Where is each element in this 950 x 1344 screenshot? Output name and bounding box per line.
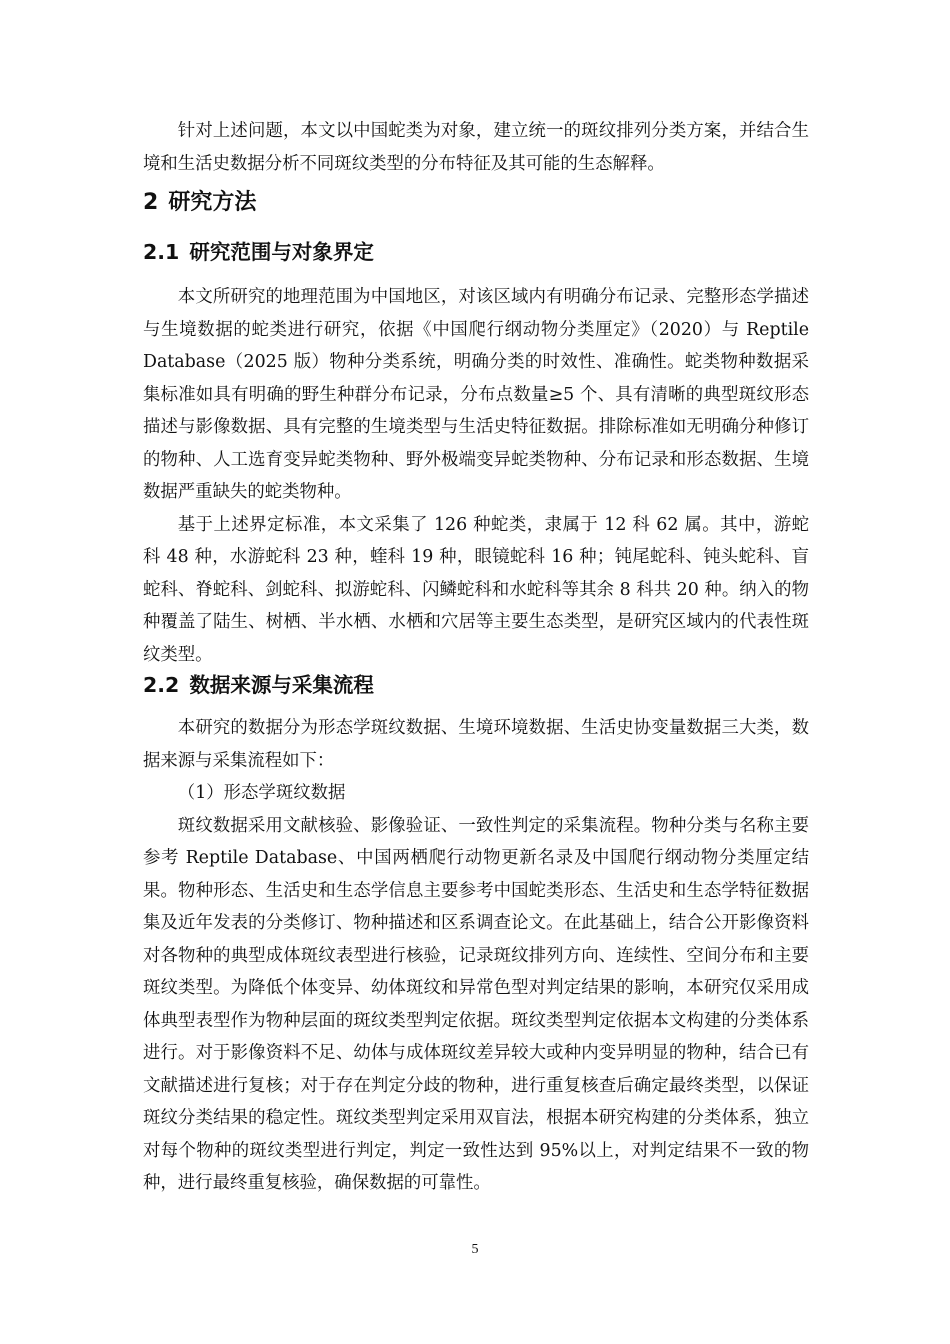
intro-block [143,115,809,180]
subsection-title: 数据来源与采集流程 [189,673,374,697]
subsection-number: 2.1 [143,240,180,264]
body-paragraph: 基于上述界定标准，本文采集了 126 种蛇类，隶属于 12 科 62 属。其中，游蛇科 48 种，水游蛇科 23 种，蝰科 19 种，眼镜蛇科 16 种；钝尾蛇科、钝头蛇科、盲蛇科、脊蛇科、剑蛇科、拟游蛇科、闪鳞蛇科和水蛇科等其余 8 科共 20 种。纳入的物种覆盖了陆生、树栖、半水栖、水栖和穴居等主要生态类型，是研究区域内的代表性斑纹类型。 [143,514,809,665]
page-number: 5 [471,1242,479,1257]
subsection-number: 2.2 [143,673,180,697]
body-paragraph: 本文所研究的地理范围为中国地区，对该区域内有明确分布记录、完整形态学描述与生境数据的蛇类进行研究，依据《中国爬行纲动物分类厘定》（2020）与 Reptile Database（2025 版）物种分类系统，明确分类的时效性、准确性。蛇类物种数据采集标准如具有明确的野生种群分布记录，分布点数量≥5 个、具有清晰的典型斑纹形态描述与影像数据、具有完整的生境类型与生活史特征数据。排除标准如无明确分种修订的物种、人工选育变异蛇类物种、野外极端变异蛇类物种、分布记录和形态数据、生境数据严重缺失的蛇类物种。 [143,287,809,502]
section-2-1-heading [143,237,809,267]
body-paragraph: 斑纹数据采用文献核验、影像验证、一致性判定的采集流程。物种分类与名称主要参考 Reptile Database、中国两栖爬行动物更新名录及中国爬行纲动物分类厘定结果。物种形态、生活史和生态学信息主要参考中国蛇类形态、生活史和生态学特征数据集及近年发表的分类修订、物种描述和区系调查论文。在此基础上，结合公开影像资料对各物种的典型成体斑纹表型进行核验，记录斑纹排列方向、连续性、空间分布和主要斑纹类型。为降低个体变异、幼体斑纹和异常色型对判定结果的影响，本研究仅采用成体典型表型作为物种层面的斑纹类型判定依据。斑纹类型判定依据本文构建的分类体系进行。对于影像资料不足、幼体与成体斑纹差异较大或种内变异明显的物种，结合已有文献描述进行复核；对于存在判定分歧的物种，进行重复核查后确定最终类型，以保证斑纹分类结果的稳定性。斑纹类型判定采用双盲法，根据本研究构建的分类体系，独立对每个物种的斑纹类型进行判定，判定一致性达到 95%以上，对判定结果不一致的物种，进行最终重复核验，确保数据的可靠性。 [143,815,809,1193]
intro-paragraph: 针对上述问题，本文以中国蛇类为对象，建立统一的斑纹排列分类方案，并结合生境和生活史数据分析不同斑纹类型的分布特征及其可能的生态解释。 [143,121,809,174]
body-paragraph: 本研究的数据分为形态学斑纹数据、生境环境数据、生活史协变量数据三大类，数据来源与采集流程如下： [143,718,809,771]
enumerated-heading: （1）形态学斑纹数据 [177,783,346,803]
section-2-1-body [143,281,809,671]
section-2-2-heading [143,670,809,700]
subsection-heading [143,670,809,700]
section-2-2-body [143,712,809,1200]
section-heading [143,188,809,218]
subsection-heading [143,237,809,267]
section-number: 2 [143,190,159,215]
section-title: 研究方法 [168,190,257,215]
subsection-title: 研究范围与对象界定 [189,240,374,264]
section-2-heading [143,188,809,218]
